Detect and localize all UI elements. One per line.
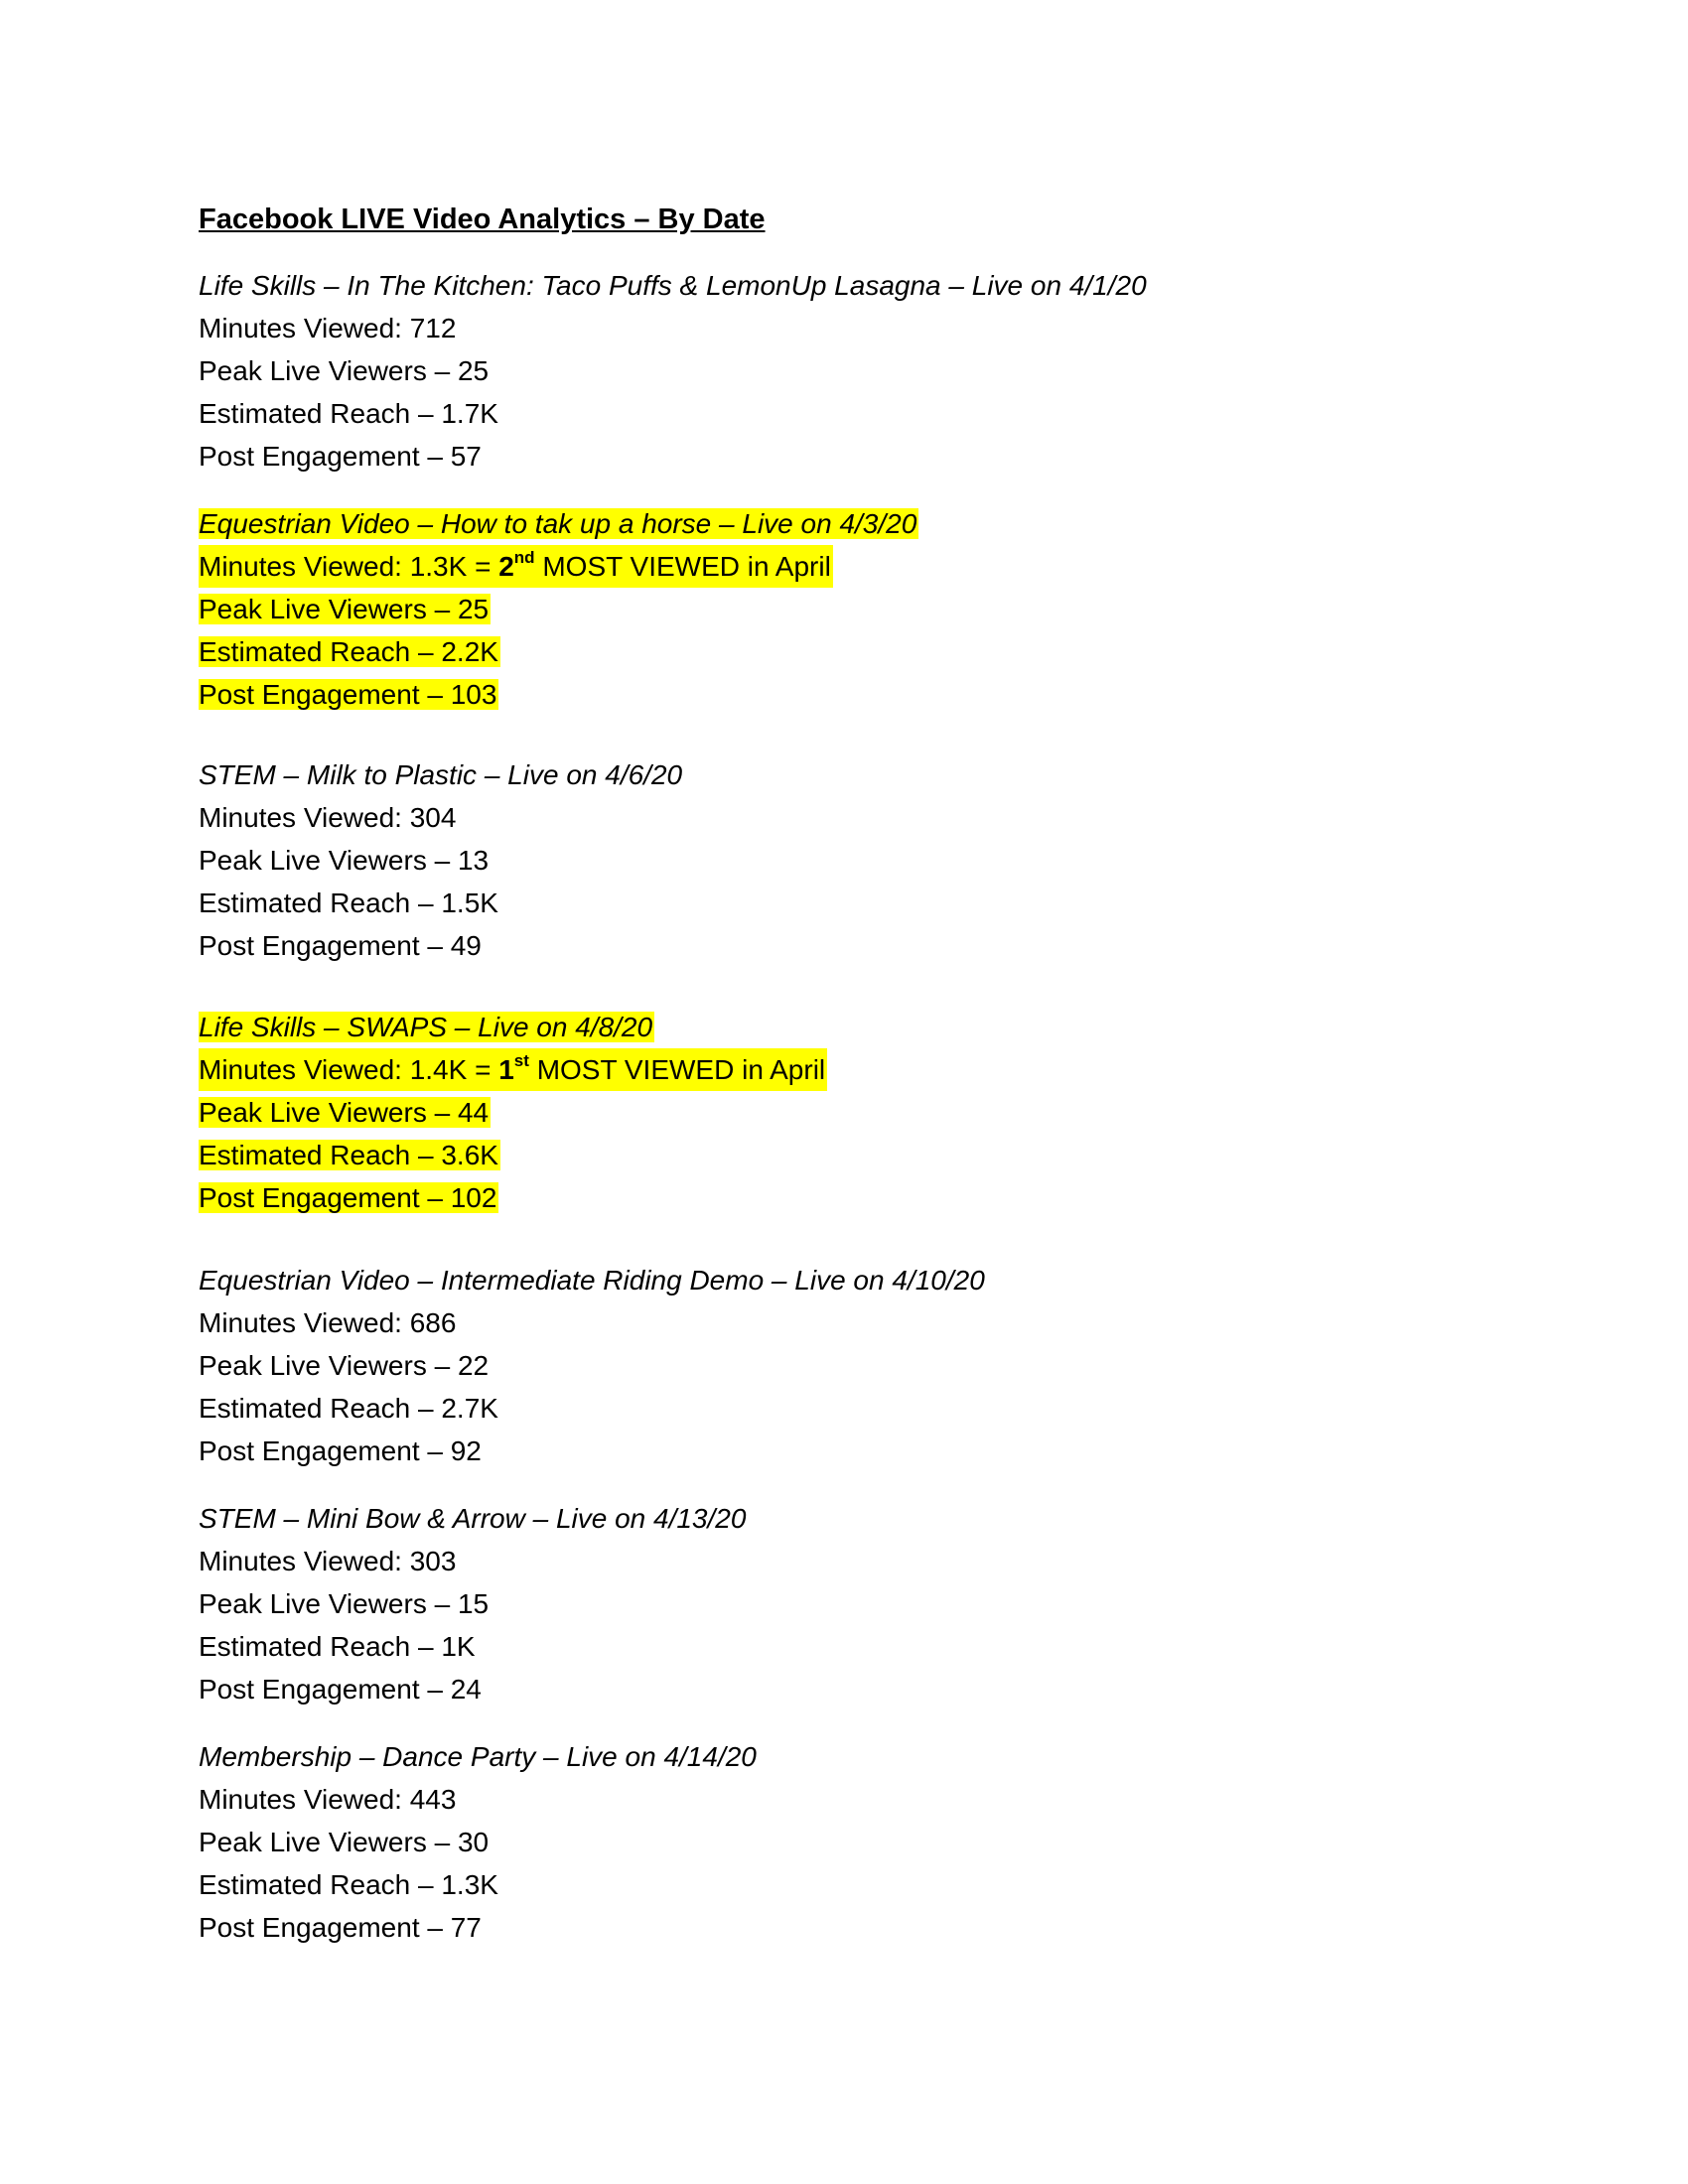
estimated-reach: Estimated Reach – 3.6K bbox=[199, 1140, 498, 1170]
peak-live-viewers: Peak Live Viewers – 25 bbox=[199, 355, 490, 386]
video-title: Membership – Dance Party – Live on 4/14/20 bbox=[199, 1741, 757, 1772]
video-entry-highlighted bbox=[199, 502, 1489, 716]
video-title: Equestrian Video – How to tak up a horse – Live on 4/3/20 bbox=[199, 508, 917, 539]
video-title: STEM – Milk to Plastic – Live on 4/6/20 bbox=[199, 759, 683, 790]
view-rank-number: 1 bbox=[498, 1054, 514, 1085]
post-engagement: Post Engagement – 57 bbox=[199, 441, 482, 472]
view-rank-number: 2 bbox=[498, 551, 514, 582]
video-entry bbox=[199, 264, 1489, 478]
minutes-viewed: Minutes Viewed: 443 bbox=[199, 1784, 457, 1815]
video-entry bbox=[199, 1259, 1489, 1472]
post-engagement: Post Engagement – 49 bbox=[199, 930, 482, 961]
peak-live-viewers: Peak Live Viewers – 30 bbox=[199, 1827, 490, 1857]
post-engagement: Post Engagement – 92 bbox=[199, 1435, 482, 1466]
minutes-viewed: Minutes Viewed: 1.3K = 2nd MOST VIEWED in April bbox=[199, 545, 1489, 588]
video-title: STEM – Mini Bow & Arrow – Live on 4/13/20 bbox=[199, 1503, 747, 1534]
video-entry bbox=[199, 1735, 1489, 1949]
estimated-reach: Estimated Reach – 1K bbox=[199, 1631, 476, 1662]
video-title: Life Skills – In The Kitchen: Taco Puffs & LemonUp Lasagna – Live on 4/1/20 bbox=[199, 270, 1147, 301]
peak-live-viewers: Peak Live Viewers – 22 bbox=[199, 1350, 490, 1381]
minutes-viewed: Minutes Viewed: 303 bbox=[199, 1546, 457, 1576]
peak-live-viewers: Peak Live Viewers – 15 bbox=[199, 1588, 490, 1619]
estimated-reach: Estimated Reach – 2.2K bbox=[199, 636, 498, 667]
minutes-viewed: Minutes Viewed: 712 bbox=[199, 313, 457, 343]
video-title: Life Skills – SWAPS – Live on 4/8/20 bbox=[199, 1012, 653, 1042]
post-engagement: Post Engagement – 24 bbox=[199, 1674, 482, 1705]
estimated-reach: Estimated Reach – 1.5K bbox=[199, 887, 498, 918]
estimated-reach: Estimated Reach – 2.7K bbox=[199, 1393, 498, 1424]
estimated-reach: Estimated Reach – 1.3K bbox=[199, 1869, 498, 1900]
video-entry-highlighted bbox=[199, 1006, 1489, 1219]
post-engagement: Post Engagement – 77 bbox=[199, 1912, 482, 1943]
post-engagement: Post Engagement – 102 bbox=[199, 1182, 497, 1213]
minutes-viewed: Minutes Viewed: 1.4K = 1st MOST VIEWED in April bbox=[199, 1048, 1489, 1091]
video-title: Equestrian Video – Intermediate Riding Demo – Live on 4/10/20 bbox=[199, 1265, 985, 1296]
peak-live-viewers: Peak Live Viewers – 25 bbox=[199, 594, 490, 624]
peak-live-viewers: Peak Live Viewers – 13 bbox=[199, 845, 490, 876]
minutes-viewed: Minutes Viewed: 686 bbox=[199, 1307, 457, 1338]
estimated-reach: Estimated Reach – 1.7K bbox=[199, 398, 498, 429]
peak-live-viewers: Peak Live Viewers – 44 bbox=[199, 1097, 490, 1128]
view-rank-ordinal: st bbox=[513, 1050, 529, 1070]
document-title: Facebook LIVE Video Analytics – By Date bbox=[199, 204, 766, 235]
view-rank-ordinal: nd bbox=[513, 547, 535, 567]
video-entry bbox=[199, 1497, 1489, 1710]
video-entry bbox=[199, 753, 1489, 967]
post-engagement: Post Engagement – 103 bbox=[199, 679, 497, 710]
minutes-viewed: Minutes Viewed: 304 bbox=[199, 802, 457, 833]
